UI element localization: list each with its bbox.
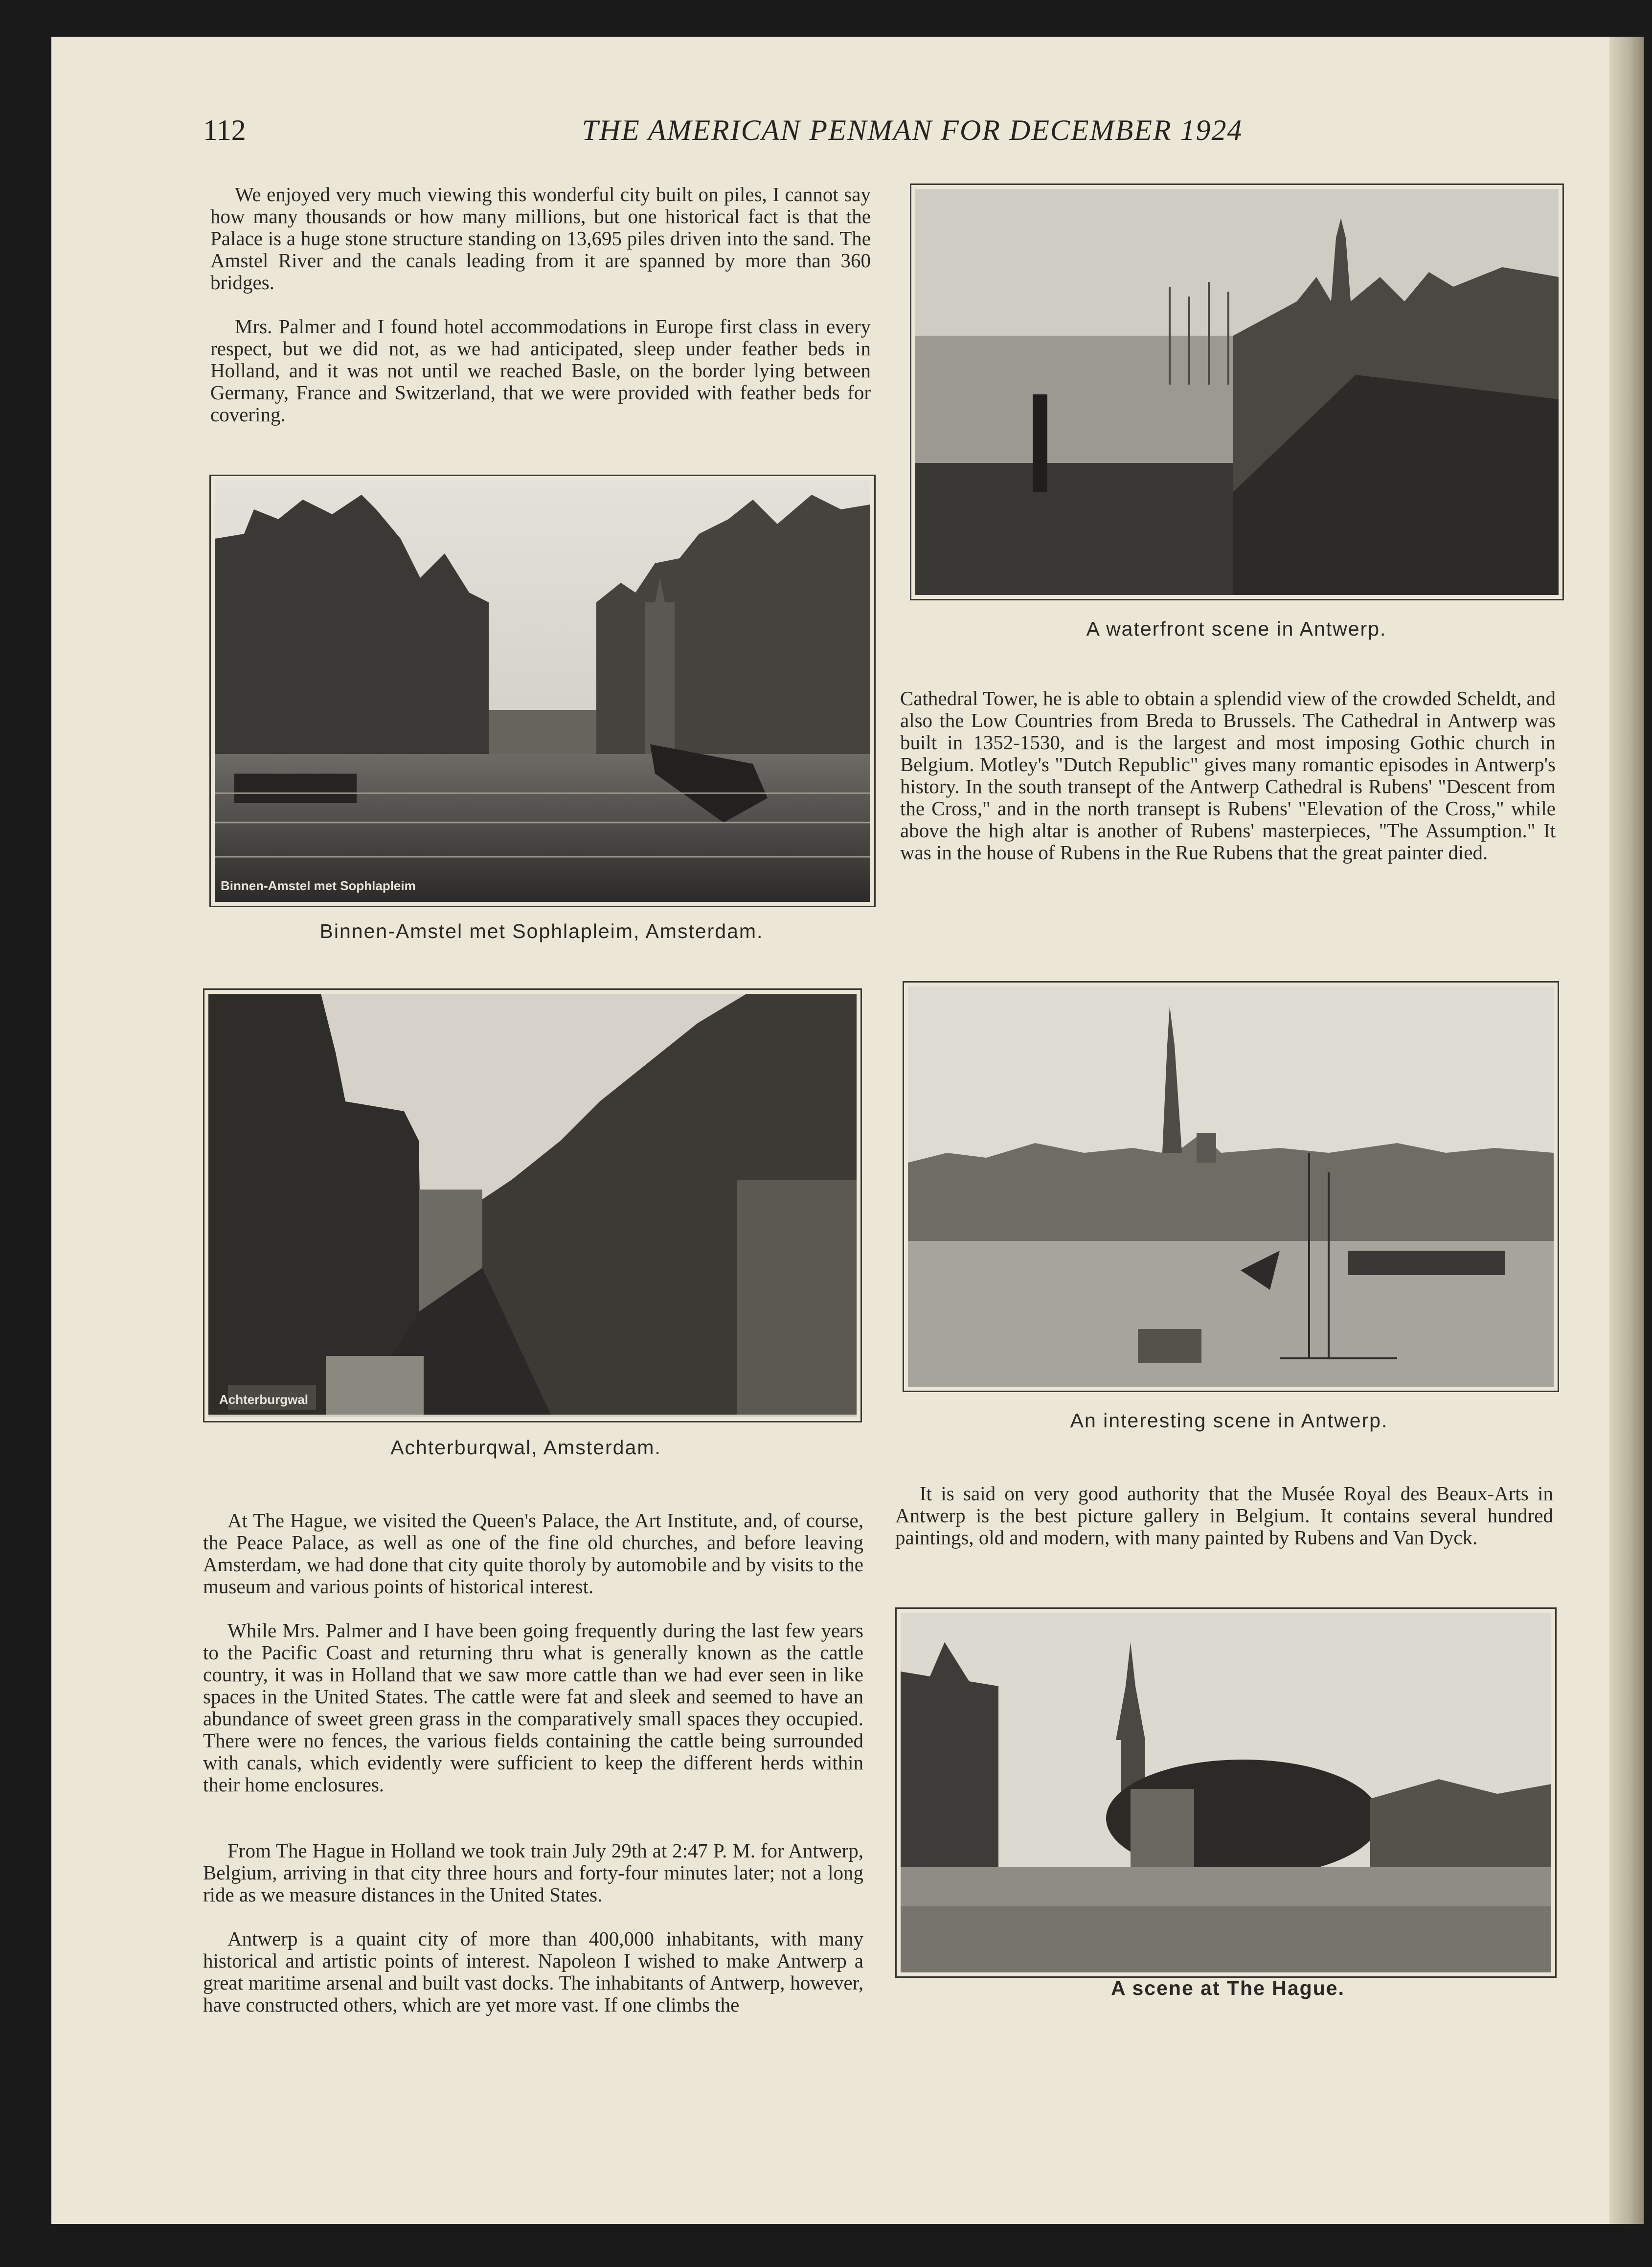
photo-binnen-amstel: [209, 475, 876, 907]
harbor-photo-illustration: [908, 986, 1554, 1387]
caption-hague: A scene at The Hague.: [1111, 1977, 1345, 1999]
photo-achterburgwal: [203, 988, 862, 1422]
photo-antwerp-scene: [903, 981, 1559, 1392]
caption-antwerp-scene: An interesting scene in Antwerp.: [1070, 1409, 1388, 1432]
left-para-5: From The Hague in Holland we took train July 29th at 2:47 P. M. for Antwerp, Belgium, arriving in that city three hours and forty-four minutes later; not a long ride as we measure distances in the United States.: [203, 1839, 863, 1906]
photo-antwerp-waterfront: [910, 183, 1564, 600]
hague-photo-illustration: [901, 1613, 1551, 1972]
left-para-6: Antwerp is a quaint city of more than 400,000 inhabitants, with many historical and artistic points of interest. Napoleon I wished to make Antwerp a great maritime arsenal and built vast docks. The inhabitants of Antwerp, however, have constructed others, which are yet more vast. If one climbs the: [203, 1927, 863, 2016]
waterfront-photo-illustration: [915, 189, 1559, 595]
photo-inset-label: Binnen-Amstel met Sophlapleim: [221, 878, 416, 893]
canal-photo-illustration: [215, 480, 870, 902]
canal-street-photo-illustration: [208, 994, 857, 1417]
right-para-1: Cathedral Tower, he is able to obtain a splendid view of the crowded Scheldt, and also the Low Countries from Breda to Brussels. The Cathedral in Antwerp was built in 1352-1530, and is the largest and most imposing Gothic church in Belgium. Motley's "Dutch Republic" gives many romantic episodes in Antwerp's history. In the south transept of the Antwerp Cathedral is Rubens' "Descent from the Cross," and in the north transept is Rubens' "Elevation of the Cross," while above the high altar is another of Rubens' masterpieces, "The Assumption." It was in the house of Rubens in the Rue Rubens that the great painter died.: [900, 687, 1556, 864]
right-para-2: It is said on very good authority that the Musée Royal des Beaux-Arts in Antwerp is the best picture gallery in Belgium. It contains several hundred paintings, old and modern, with many painted by Rubens and Van Dyck.: [895, 1482, 1553, 1549]
left-para-4: While Mrs. Palmer and I have been going frequently during the last few years to the Pacific Coast and returning thru what is generally known as the cattle country, it was in Holland that we saw more cattle than we had ever seen in like spaces in the United States. The cattle were fat and sleek and seemed to have an abundance of sweet green grass in the comparatively small spaces they occupied. There were no fences, the various fields containing the cattle being surrounded with canals, which evidently were sufficient to keep the different herds within their home enclosures.: [203, 1619, 863, 1796]
left-para-1: We enjoyed very much viewing this wonderful city built on piles, I cannot say how many thousands or how many millions, but one historical fact is that the Palace is a huge stone structure standing on 13,695 piles driven into the sand. The Amstel River and the canals leading from it are spanned by more than 360 bridges.: [210, 183, 871, 294]
left-para-2: Mrs. Palmer and I found hotel accommodations in Europe first class in every respect, but we did not, as we had anticipated, sleep under feather beds in Holland, and it was not until we reached Basle, on the border lying between Germany, France and Switzerland, that we were provided with feather beds for covering.: [210, 315, 871, 426]
page-number: 112: [203, 114, 246, 146]
caption-achterburgwal: Achterburqwal, Amsterdam.: [390, 1436, 661, 1459]
photo-hague: [895, 1607, 1557, 1978]
running-title: THE AMERICAN PENMAN FOR DECEMBER 1924: [582, 114, 1243, 146]
binding-edge: [1609, 37, 1644, 2224]
photo-inset-label: Achterburgwal: [219, 1392, 309, 1407]
caption-binnen-amstel: Binnen-Amstel met Sophlapleim, Amsterdam.: [319, 920, 764, 942]
caption-waterfront: A waterfront scene in Antwerp.: [1086, 618, 1387, 640]
left-para-3: At The Hague, we visited the Queen's Palace, the Art Institute, and, of course, the Peace Palace, as well as one of the fine old churches, and before leaving Amsterdam, we had done that city quite thoroly by automobile and by visits to the museum and various points of historical interest.: [203, 1509, 863, 1598]
